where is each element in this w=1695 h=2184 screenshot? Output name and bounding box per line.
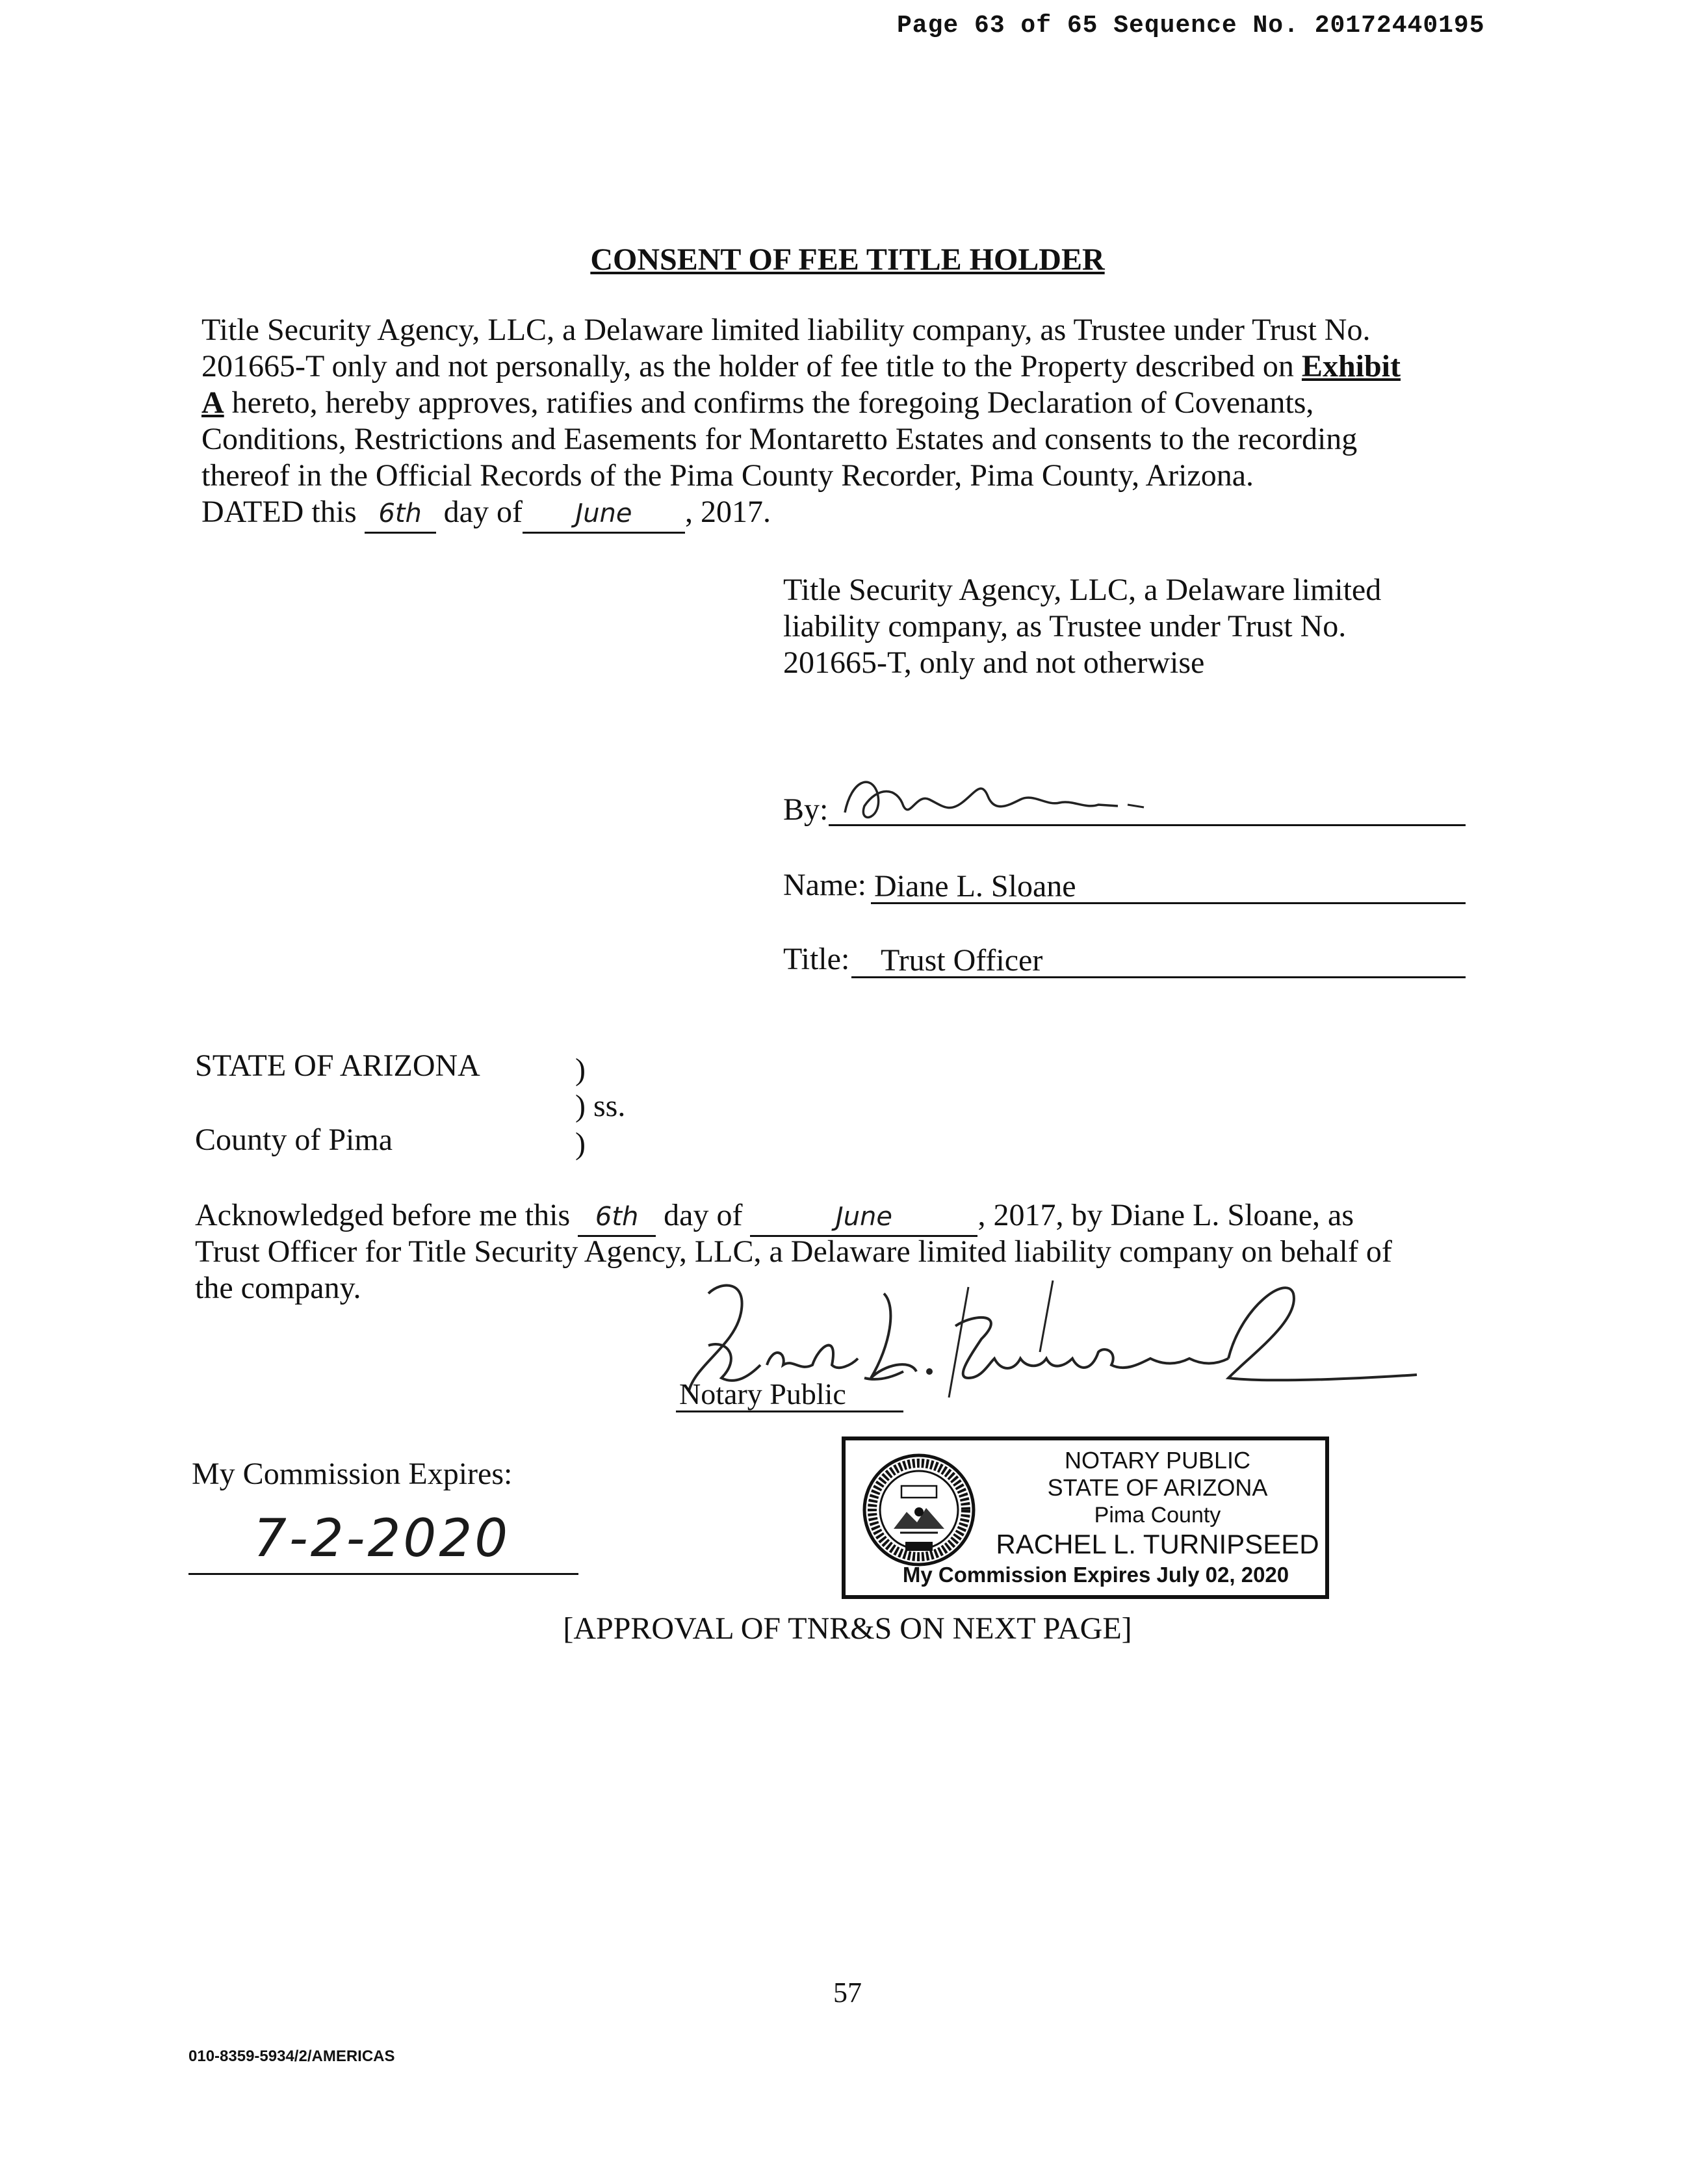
stamp-line-4: RACHEL L. TURNIPSEED (996, 1529, 1319, 1559)
name-line (871, 902, 1466, 904)
venue-county: County of Pima (195, 1123, 393, 1157)
body-line-5: thereof in the Official Records of the Pima County Recorder, Pima County, Arizona. (201, 458, 1254, 493)
commission-date: 7-2-2020 (253, 1508, 511, 1568)
dated-label: DATED this (201, 495, 365, 529)
ack-line-1-end: , 2017, by Diane L. Sloane, as (977, 1198, 1354, 1232)
page-sequence-header: Page 63 of 65 Sequence No. 20172440195 (897, 12, 1485, 40)
dated-line (201, 494, 771, 534)
venue-state: STATE OF ARIZONA (195, 1048, 480, 1083)
by-signature (832, 767, 1222, 832)
stamp-line-1: NOTARY PUBLIC (1064, 1447, 1251, 1474)
venue-paren-1: ) (575, 1052, 586, 1087)
title-label: Title: (783, 942, 850, 976)
exhibit-reference: Exhibit (1301, 349, 1401, 384)
title-value: Trust Officer (881, 943, 1043, 978)
ack-day-field: 6th (578, 1199, 656, 1237)
title-line (851, 976, 1466, 978)
body-line-1: Title Security Agency, LLC, a Delaware limited liability company, as Trustee under Trust No. (201, 313, 1371, 347)
page-number: 57 (833, 1977, 862, 2008)
stamp-line-3: Pima County (1094, 1503, 1221, 1528)
document-title: CONSENT OF FEE TITLE HOLDER (590, 242, 1105, 277)
body-line-3-text: hereto, hereby approves, ratifies and confirms the foregoing Declaration of Covenants, (224, 385, 1314, 420)
ack-month-field: June (750, 1199, 977, 1237)
body-line-3 (201, 385, 1313, 421)
document-id: 010-8359-5934/2/AMERICAS (188, 2048, 395, 2065)
approval-note: [APPROVAL OF TNR&S ON NEXT PAGE] (563, 1611, 1132, 1646)
name-label: Name: (783, 868, 866, 902)
venue-ss: ) ss. (575, 1089, 626, 1123)
exhibit-letter: A (201, 385, 224, 420)
ack-line-2: Trust Officer for Title Security Agency, LLC, a Delaware limited liability company on behalf of (195, 1234, 1392, 1269)
signatory-line-1: Title Security Agency, LLC, a Delaware limited (783, 573, 1382, 607)
ack-day-of: day of (656, 1198, 751, 1232)
notary-stamp (842, 1436, 1329, 1599)
state-seal-icon (861, 1452, 977, 1568)
venue-paren-2: ) (575, 1126, 586, 1161)
stamp-line-5: My Commission Expires July 02, 2020 (902, 1563, 1289, 1587)
ack-line-1 (195, 1197, 1354, 1237)
dated-day-field: 6th (365, 495, 436, 534)
body-line-2 (201, 348, 1401, 385)
body-line-4: Conditions, Restrictions and Easements for Montaretto Estates and consents to the recording (201, 422, 1358, 456)
ack-label: Acknowledged before me this (195, 1198, 578, 1232)
name-value: Diane L. Sloane (874, 869, 1076, 904)
dated-day-of: day of (435, 495, 523, 529)
ack-line-3: the company. (195, 1271, 361, 1305)
commission-line (188, 1573, 578, 1575)
dated-month-field: June (523, 495, 685, 534)
dated-year: , 2017. (684, 495, 771, 529)
signatory-line-3: 201665-T, only and not otherwise (783, 645, 1205, 680)
by-label: By: (783, 792, 829, 827)
stamp-line-2: STATE OF ARIZONA (1047, 1474, 1268, 1501)
body-line-2-text: 201665-T only and not personally, as the holder of fee title to the Property described on (201, 349, 1294, 384)
commission-label: My Commission Expires: (192, 1457, 513, 1491)
notary-public-label: Notary Public (679, 1377, 846, 1410)
signatory-line-2: liability company, as Trustee under Trust No. (783, 609, 1347, 644)
